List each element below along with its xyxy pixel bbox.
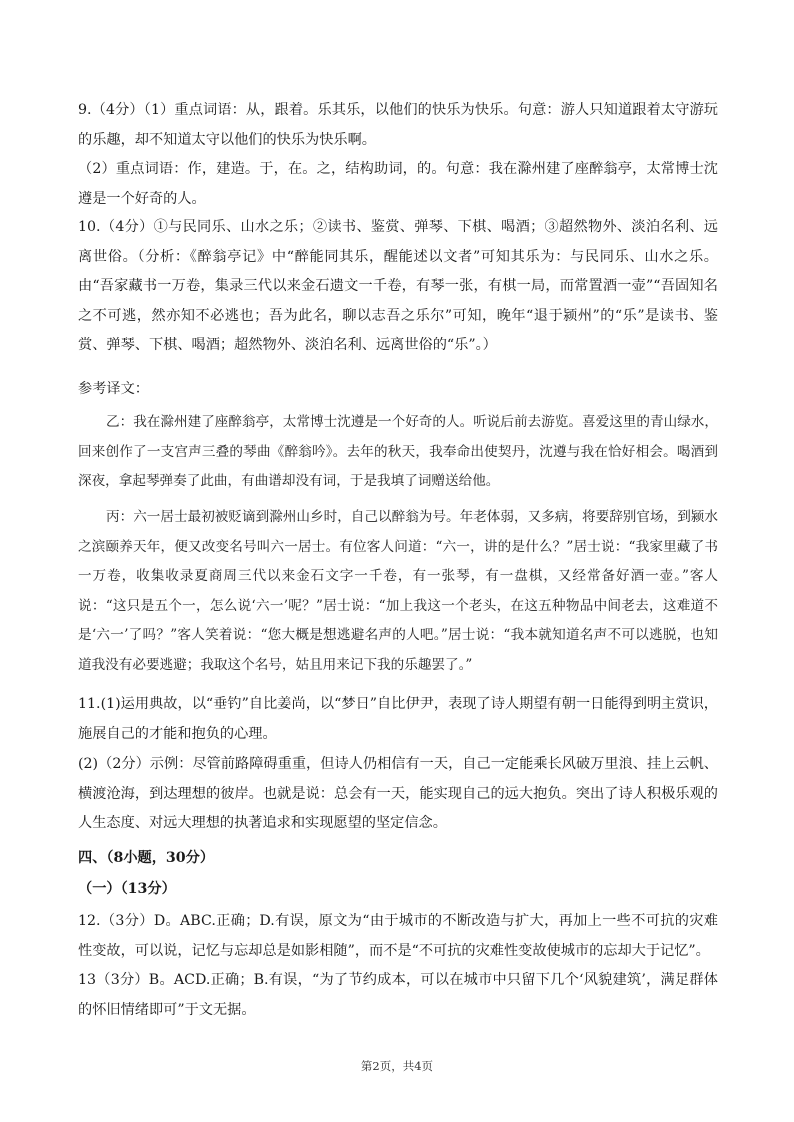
translation-yi: 乙：我在滁州建了座醉翁亭，太常博士沈遵是一个好奇的人。听说后前去游览。喜爱这里的青山绿水，回来创作了一支宫声三叠的琴曲《醉翁吟》。去年的秋天，我奉命出使契丹，沈遵与我在恰好相会。喝酒到深夜，拿起琴弹奏了此曲，有曲谱却没有词，于是我填了词赠送给他。: [78, 414, 718, 489]
page-footer: 第2页，共4页: [360, 1059, 434, 1073]
answer-q9-part2: （2）重点词语：作，建造。于，在。之，结构助词，的。句意：我在滁州建了座醉翁亭，太常博士沈遵是一个好奇的人。: [78, 161, 718, 207]
section-four-heading: 四、（8小题，30分）: [78, 850, 215, 866]
part-one-heading: （一）（13分）: [78, 881, 176, 897]
answer-q10: 10.（4分）①与民同乐、山水之乐；②读书、鉴赏、弹琴、下棋、喝酒；③超然物外、淡泊名利、远离世俗。（分析：《醉翁亭记》中“醉能同其乐，醒能述以文者”可知其乐为：与民同乐、山水之乐。由“吾家藏书一万卷，集录三代以来金石遗文一千卷，有琴一张，有棋一局，而常置酒一壶”“吾固知名之不可逃，然亦知不必逃也；吾为此名，聊以志吾之乐尔”可知，晚年“退于颍州”的“乐”是读书、鉴赏、弹琴、下棋、喝酒；超然物外、淡泊名利、远离世俗的“乐”。）: [78, 219, 718, 353]
translation-bing: 丙：六一居士最初被贬谪到滁州山乡时，自己以醉翁为号。年老体弱，又多病，将要辞别官场，到颍水之滨颐养天年，便又改变名号叫六一居士。有位客人问道：“六一，讲的是什么？”居士说：“我家里藏了书一万卷，收集收录夏商周三代以来金石文字一千卷，有一张琴，有一盘棋，又经常备好酒一壶。”客人说：“这只是五个一，怎么说‘六一’呢？”居士说：“加上我这一个老头，在这五种物品中间老去，这难道不是‘六一’了吗？”客人笑着说：“您大概是想逃避名声的人吧。”居士说：“我本就知道名声不可以逃脱，也知道我没有必要逃避；我取这个名号，姑且用来记下我的乐趣罢了。”: [78, 509, 718, 673]
answer-q12: 12.（3分）D。ABC.正确；D.有误，原文为“由于城市的不断改造与扩大，再加上一些不可抗的灾难性变故，可以说，记忆与忘却总是如影相随”，而不是“不可抗的灾难性变故使城市的忘却大于记忆”。: [78, 913, 718, 959]
answer-q11-part2: (2)（2分）示例：尽管前路障碍重重，但诗人仍相信有一天，自己一定能乘长风破万里浪、挂上云帆、横渡沧海，到达理想的彼岸。也就是说：总会有一天，能实现自己的远大抱负。突出了诗人积极乐观的人生态度、对远大理想的执著追求和实现愿望的坚定信念。: [78, 756, 718, 831]
answer-q9-part1: 9.（4分）（1）重点词语：从，跟着。乐其乐，以他们的快乐为快乐。句意：游人只知道跟着太守游玩的乐趣，却不知道太守以他们的快乐为快乐啊。: [78, 102, 718, 148]
answer-q11-part1: 11.(1)运用典故，以“垂钓”自比姜尚，以“梦日”自比伊尹，表现了诗人期望有朝一日能得到明主赏识，施展自己的才能和抱负的心理。: [78, 696, 718, 742]
answer-q13: 13（3分）B。ACD.正确；B.有误，“为了节约成本，可以在城市中只留下几个‘风貌建筑’，满足群体的怀旧情绪即可”于文无据。: [78, 972, 718, 1018]
reference-translation-label: 参考译文：: [78, 381, 149, 397]
